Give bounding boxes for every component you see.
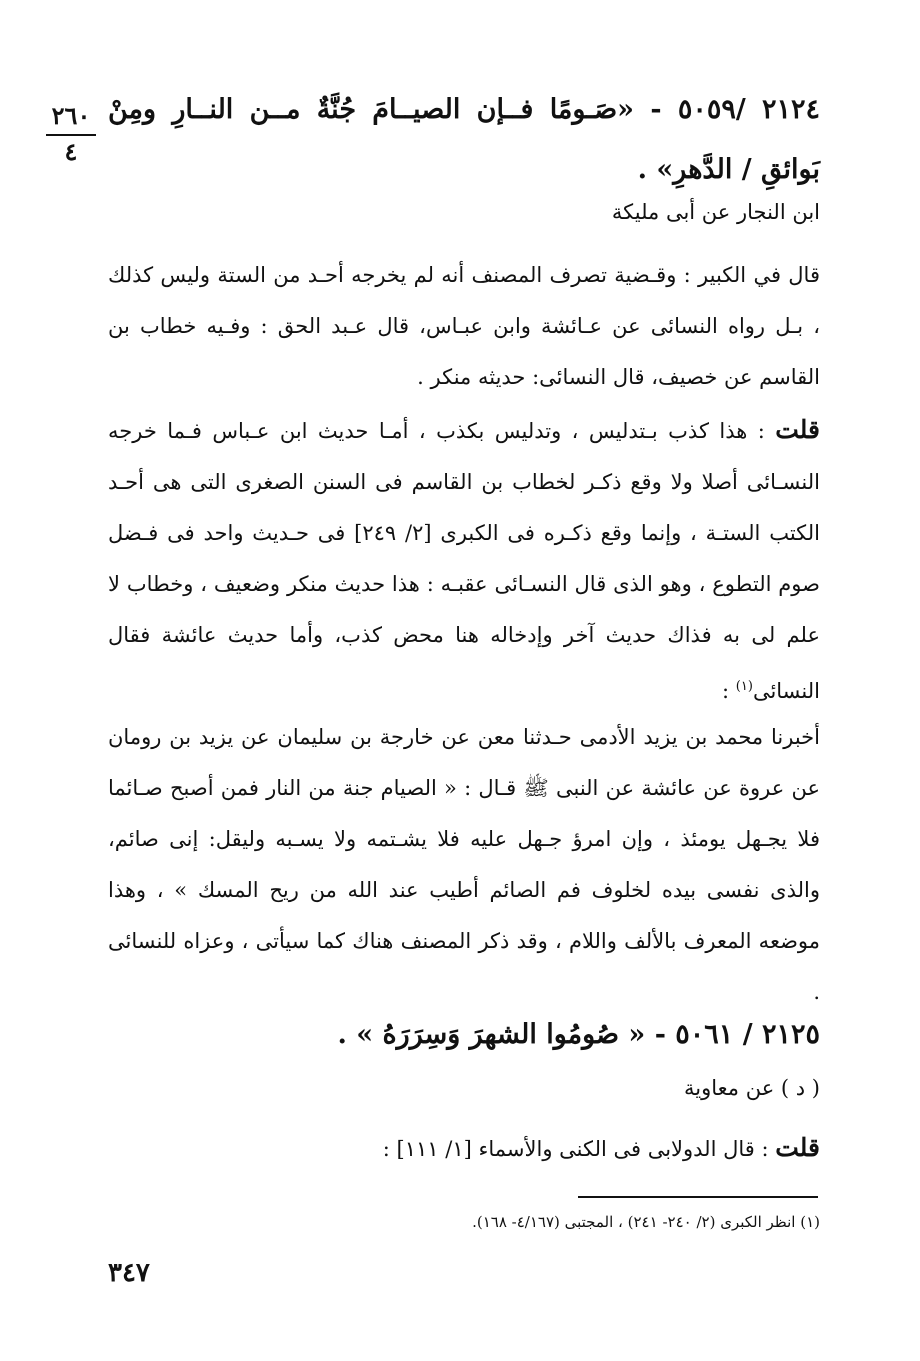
margin-reference-numerator: ٢٦٠	[46, 104, 96, 136]
commentary-paragraph-4-text: : قال الدولابى فى الكنى والأسماء [١/ ١١١] :	[382, 1137, 776, 1161]
footnote-marker: (١)	[735, 679, 753, 694]
hadith-heading-2125: ٢١٢٥ / ٥٠٦١ - « صُومُوا الشهرَ وَسِرَرَهُ » .	[337, 1019, 820, 1050]
commentary-paragraph-1: قال في الكبير : وقـضية تصرف المصنف أنه لم يخرجه أحـد من الستة وليس كذلك ، بـل رواه النسائى عن عـائشة وابن عبـاس، قال عـبد الحق : وفـيه خطاب بن القاسم عن خصيف، قال النسائى: حديثه منكر .	[108, 263, 820, 389]
hadith-heading-2124: ٢١٢٤ /٥٠٥٩ - «صَـومًا فــإن الصيــامَ جُنَّةٌ مــن النــارِ ومِنْ بَوائقِ / الدَّهرِ» .	[108, 94, 820, 185]
commentary-paragraph-4	[108, 1128, 820, 1169]
footnote-divider	[578, 1196, 818, 1198]
hadith-source-2124: ابن النجار عن أبى مليكة	[611, 200, 820, 224]
margin-reference	[46, 101, 96, 166]
commentary-paragraph-3: أخبرنا محمد بن يزيد الأدمى حـدثنا معن عن خارجة بن سليمان عن يزيد بن رومان عن عروة عن عائشة عن النبى ﷺ قـال : « الصيام جنة من النار فمن أصبح صـائما فلا يجـهل يومئذ ، وإن امرؤ جـهل عليه فلا يشـتمه ولا يسـبه وليقل: إنى صائم، والذى نفسى بيده لخلوف فم الصائم أطيب عند الله من ريح المسك » ، وهذا موضعه المعرف بالألف واللام ، وقد ذكر المصنف هناك كما سيأتى ، وعزاه للنسائى .	[108, 725, 820, 1004]
margin-reference-denominator: ٤	[64, 137, 78, 166]
commentary-paragraph-2	[108, 404, 820, 717]
qult-label: قلت	[775, 415, 820, 444]
footnote: (١) انظر الكبرى (٢/ ٢٤٠- ٢٤١) ، المجتبى (٤/١٦٧- ١٦٨).	[472, 1213, 820, 1231]
commentary-paragraph-2-text: : هذا كذب بـتدليس ، وتدليس بكذب ، أمـا حديث ابن عـباس فـما خرجه النسـائى أصلا ولا وقع ذكـر لخطاب بن القاسم فى السنن الصغرى التى هى أحـد الكتب الستـة ، وإنما وقع ذكـره فى الكبرى [٢/ ٢٤٩] فى حـديث واحد فى فـضل صوم التطوع ، وهو الذى قال النسـائى عقبـه : هذا حديث منكر وضعيف ، وخطاب لا علم لى به فذاك حديث آخر وإدخاله هنا محض كذب، وأما حديث عائشة فقال النسائى	[108, 419, 820, 703]
commentary-paragraph-2-tail: :	[722, 679, 736, 703]
qult-label: قلت	[775, 1133, 820, 1162]
hadith-source-2125: ( د ) عن معاوية	[684, 1076, 820, 1100]
page-number: ٣٤٧	[108, 1258, 150, 1288]
